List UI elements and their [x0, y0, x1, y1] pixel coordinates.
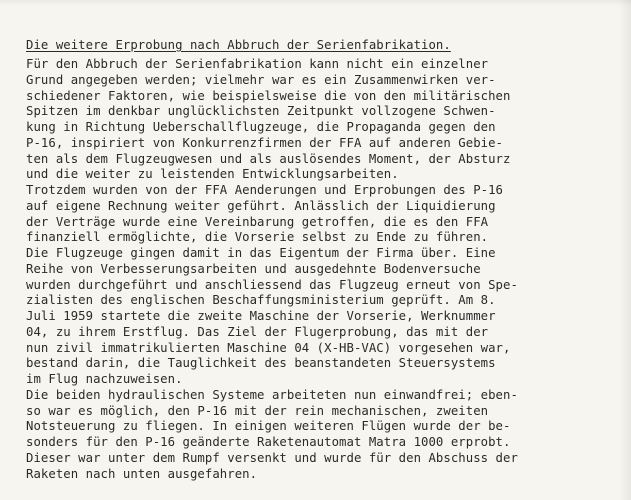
body-line: der Verträge wurde eine Vereinbarung getroffen, die es den FFA	[26, 214, 489, 229]
body-line: auf eigene Rechnung weiter geführt. Anlässlich der Liquidierung	[26, 198, 496, 213]
body-line: Die beiden hydraulischen Systeme arbeiteten nun einwandfrei; eben-	[26, 387, 518, 402]
document-body	[26, 57, 626, 482]
page-top-shadow	[0, 0, 631, 6]
body-line: zialisten des englischen Beschaffungsministerium geprüft. Am 8.	[26, 293, 496, 308]
body-line: Juli 1959 startete die zweite Maschine der Vorserie, Werknummer	[26, 309, 496, 323]
body-line: 04, zu ihrem Erstflug. Das Ziel der Flugerprobung, das mit der	[26, 324, 489, 339]
body-line: Grund angegeben werden; vielmehr war es ein Zusammenwirken ver-	[26, 72, 496, 87]
body-line: wurden durchgeführt und anschliessend das Flugzeug erneut von Spe-	[26, 277, 518, 292]
body-line: P-16, inspiriert von Konkurrenzfirmen der FFA auf anderen Gebie-	[26, 135, 504, 150]
body-line: schiedener Faktoren, wie beispielsweise die von den militärischen	[26, 88, 511, 103]
body-line: Notsteuerung zu fliegen. In einigen weiteren Flügen wurde der be-	[26, 419, 511, 434]
body-line: nun zivil immatrikulierten Maschine 04 (X-HB-VAC) vorgesehen war,	[26, 340, 511, 355]
body-line: Trotzdem wurden von der FFA Aenderungen und Erprobungen des P-16	[26, 183, 504, 197]
body-line: Für den Abbruch der Serienfabrikation kann nicht ein einzelner	[26, 57, 489, 71]
body-line: ten als dem Flugzeugwesen und als auslösendes Moment, der Absturz	[26, 151, 511, 166]
body-line: im Flug nachzuweisen.	[26, 372, 183, 386]
body-line: Spitzen im denkbar unglücklichsten Zeitpunkt vollzogene Schwen-	[26, 104, 496, 119]
body-line: Die Flugzeuge gingen damit in das Eigentum der Firma über. Eine	[26, 246, 496, 260]
document-heading: Die weitere Erprobung nach Abbruch der Serienfabrikation.	[26, 38, 451, 52]
body-line: finanziell ermöglichte, die Vorserie selbst zu Ende zu führen.	[26, 230, 489, 245]
body-line: Reihe von Verbesserungsarbeiten und ausgedehnte Bodenversuche	[26, 261, 481, 276]
body-line: Raketen nach unten ausgefahren.	[26, 466, 258, 481]
body-line: bestand darin, die Tauglichkeit des beanstandeten Steuersystems	[26, 356, 496, 371]
body-line: kung in Richtung Ueberschallflugzeuge, die Propaganda gegen den	[26, 120, 496, 134]
body-line: und die weiter zu leistenden Entwicklungsarbeiten.	[26, 167, 399, 182]
body-line: so war es möglich, den P-16 mit der rein mechanischen, zweiten	[26, 403, 489, 418]
body-line: Dieser war unter dem Rumpf versenkt und wurde für den Abschuss der	[26, 450, 518, 465]
body-line: sonders für den P-16 geänderte Raketenautomat Matra 1000 erprobt.	[26, 435, 511, 449]
